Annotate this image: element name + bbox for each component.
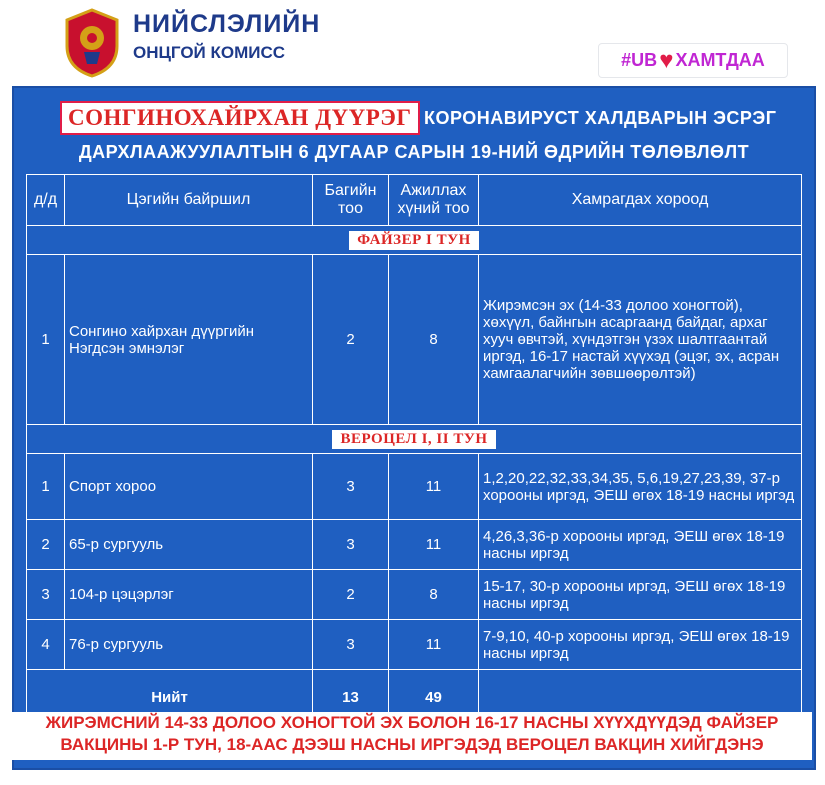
ub-hashtag-badge xyxy=(598,43,788,78)
header xyxy=(0,0,825,88)
cell-coverage: 7-9,10, 40-р хорооны иргэд, ЭЕШ өгөх 18-19 насны иргэд xyxy=(479,620,802,670)
header-workers: Ажиллах хүний тоо xyxy=(389,175,479,226)
table-row xyxy=(27,620,802,670)
cell-teams: 3 xyxy=(313,620,389,670)
table-header-row xyxy=(27,175,802,226)
org-name-line1: НИЙСЛЭЛИЙН xyxy=(133,10,321,38)
title-line2: ДАРХЛААЖУУЛАЛТЫН 6 ДУГААР САРЫН 19-НИЙ ӨДРИЙН ТӨЛӨВЛӨЛТ xyxy=(78,142,750,162)
header-location: Цэгийн байршил xyxy=(65,175,313,226)
badge-prefix: #UB xyxy=(621,50,658,70)
badge-suffix: ХАМТДАА xyxy=(675,50,765,70)
cell-no: 3 xyxy=(27,570,65,620)
cell-workers: 11 xyxy=(389,454,479,520)
cell-location: 76-р сургууль xyxy=(65,620,313,670)
cell-workers: 8 xyxy=(389,255,479,425)
total-label: Нийт xyxy=(27,670,313,725)
banner-line2: ВАКЦИНЫ 1-Р ТУН, 18-ААС ДЭЭШ НАСНЫ ИРГЭДЭД ВЕРОЦЕЛ ВАКЦИН ХИЙГДЭНЭ xyxy=(60,735,764,754)
table-row xyxy=(27,520,802,570)
cell-workers: 11 xyxy=(389,620,479,670)
cell-location: Сонгино хайрхан дүүргийн Нэгдсэн эмнэлэг xyxy=(65,255,313,425)
cell-teams: 2 xyxy=(313,570,389,620)
total-teams: 13 xyxy=(313,670,389,725)
section-verocell xyxy=(27,425,802,454)
cell-workers: 8 xyxy=(389,570,479,620)
cell-coverage: Жирэмсэн эх (14-33 долоо хоногтой), хөхүүл, байнгын асаргаанд байдаг, архаг хууч өвчтэй, хүндэтгэн үзэх шалтгаантай иргэд, 16-17 настай хүүхэд (эцэг, эх, асран хамгаалагчийн зөвшөөрөлтэй) xyxy=(479,255,802,425)
cell-workers: 11 xyxy=(389,520,479,570)
banner-line1: ЖИРЭМСНИЙ 14-33 ДОЛОО ХОНОГТОЙ ЭХ БОЛОН 16-17 НАСНЫ ХҮҮХДҮҮДЭД ФАЙЗЕР xyxy=(45,713,779,732)
section-label: ВЕРОЦЕЛ I, II ТУН xyxy=(332,430,495,449)
cell-no: 1 xyxy=(27,454,65,520)
header-coverage: Хамрагдах хороод xyxy=(479,175,802,226)
title-rest: КОРОНАВИРУСТ ХАЛДВАРЫН ЭСРЭГ xyxy=(424,108,777,128)
cell-coverage: 4,26,3,36-р хорооны иргэд, ЭЕШ өгөх 18-19 насны иргэд xyxy=(479,520,802,570)
bottom-banner xyxy=(12,712,812,760)
org-name-line2: ОНЦГОЙ КОМИСС xyxy=(133,43,286,62)
table-row xyxy=(27,454,802,520)
cell-coverage: 1,2,20,22,32,33,34,35, 5,6,19,27,23,39, 37-р хорооны иргэд, ЭЕШ өгөх 18-19 насны иргэд xyxy=(479,454,802,520)
emblem-icon xyxy=(57,6,127,80)
header-no: д/д xyxy=(27,175,65,226)
table-row xyxy=(27,255,802,425)
district-title: СОНГИНОХАЙРХАН ДҮҮРЭГ xyxy=(60,101,420,135)
header-teams: Багийн тоо xyxy=(313,175,389,226)
cell-location: 65-р сургууль xyxy=(65,520,313,570)
cell-location: 104-р цэцэрлэг xyxy=(65,570,313,620)
section-label: ФАЙЗЕР I ТУН xyxy=(349,231,479,250)
vaccination-plan-table xyxy=(26,174,802,725)
cell-teams: 3 xyxy=(313,454,389,520)
total-workers: 49 xyxy=(389,670,479,725)
cell-no: 2 xyxy=(27,520,65,570)
plan-board xyxy=(12,86,816,770)
section-pfizer xyxy=(27,226,802,255)
table-row xyxy=(27,570,802,620)
cell-coverage: 15-17, 30-р хорооны иргэд, ЭЕШ өгөх 18-19 насны иргэд xyxy=(479,570,802,620)
cell-teams: 3 xyxy=(313,520,389,570)
cell-teams: 2 xyxy=(313,255,389,425)
heart-icon: ♥ xyxy=(659,46,674,74)
cell-location: Спорт хороо xyxy=(65,454,313,520)
cell-no: 1 xyxy=(27,255,65,425)
cell-no: 4 xyxy=(27,620,65,670)
